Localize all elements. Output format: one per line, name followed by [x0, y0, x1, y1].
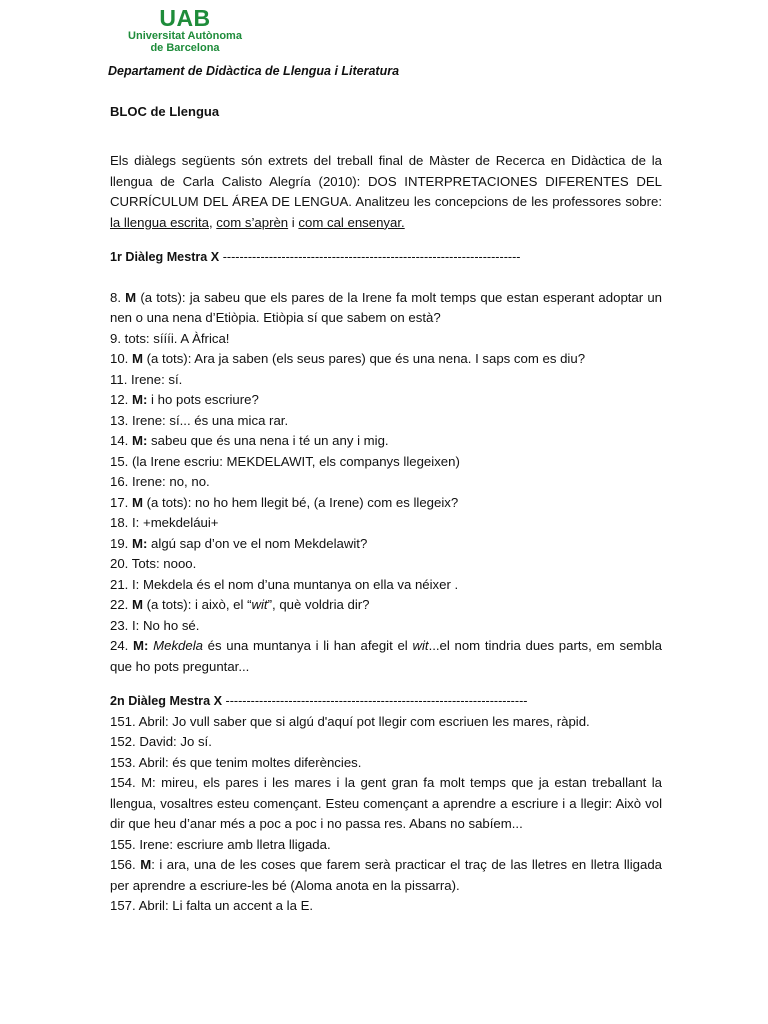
dialog-1-rule: -----------------------------------------------------------------------	[219, 250, 521, 264]
dialog-2-lines	[110, 712, 662, 917]
dialog-line	[110, 636, 662, 677]
intro-paragraph	[110, 151, 662, 233]
dialog-line	[110, 595, 662, 616]
dialog-line	[110, 835, 662, 856]
dialog-line	[110, 753, 662, 774]
dialog-line	[110, 732, 662, 753]
line-text: 155. Irene: escriure amb lletra lligada.	[110, 836, 331, 852]
dialog-line	[110, 370, 662, 391]
topic-how-taught: com cal ensenyar.	[298, 214, 405, 230]
document-body	[110, 151, 662, 917]
dialog-line	[110, 712, 662, 733]
line-text: i ho pots escriure?	[147, 392, 259, 407]
dialog-1-lines	[110, 288, 662, 596]
dialog-line	[110, 349, 662, 370]
dialog-1-heading	[110, 247, 662, 268]
line-italic: Mekdela	[153, 638, 203, 653]
line-text: 153. Abril: és que tenim moltes diferències.	[110, 754, 362, 770]
speaker: M:	[133, 638, 149, 653]
line-text: 15. (la Irene escriu: MEKDELAWIT, els companys llegeixen)	[110, 453, 460, 469]
dialog-1-title: 1r Diàleg Mestra X	[110, 250, 220, 264]
line-text: 16. Irene: no, no.	[110, 474, 210, 489]
line-text: 8.	[110, 289, 126, 305]
line-text: 17.	[110, 494, 132, 510]
line-text: : i ara, una de les coses que farem serà practicar el traç de las lletres en lletra lligada per aprendre a escriure-les bé (Aloma anota en la pissarra).	[110, 857, 662, 893]
logo-line-2: de Barcelona	[150, 42, 220, 54]
department-title: Departament de Didàctica de Llengua i Literatura	[108, 64, 400, 78]
line-text: 18. I: +mekdeláui+	[110, 515, 219, 530]
speaker: M:	[132, 433, 148, 448]
line-text: sabeu que és una nena i té un any i mig.	[147, 433, 389, 448]
speaker: M	[132, 351, 143, 366]
speaker: M	[125, 289, 137, 305]
topic-how-learned: com s’aprèn	[216, 214, 289, 230]
dialog-2-heading	[110, 691, 662, 712]
line-text: 21. I: Mekdela és el nom d’una muntanya on ella va néixer .	[110, 576, 459, 592]
dialog-line	[110, 288, 662, 329]
intro-text: Els diàlegs següents són extrets del treball final de Màster de Recerca en Didàctica de la llengua de Carla Calisto Alegría (2010): DOS INTERPRETACIONES DIFERENTES DEL CURRÍCULUM DEL ÁREA DE LENGUA. Analitzeu les concepcions de les professores sobre:	[110, 153, 662, 209]
line-text: 13. Irene: sí... és una mica rar.	[110, 412, 289, 428]
line-text: 10.	[110, 351, 132, 366]
intro-separator: ,	[208, 214, 217, 230]
line-text: 19.	[110, 535, 132, 551]
dialog-line	[110, 896, 662, 917]
uab-logo	[120, 6, 250, 54]
line-text: (a tots): i això, el “	[143, 597, 252, 612]
dialog-line: 23. I: No ho sé.	[110, 617, 200, 633]
dialog-2-rule: ------------------------------------------------------------------------	[222, 694, 528, 708]
dialog-line	[110, 575, 662, 596]
line-text: 14.	[110, 433, 132, 448]
line-text: (a tots): Ara ja saben (els seus pares) que és una nena. I saps com es diu?	[143, 351, 586, 366]
line-italic: wit	[412, 638, 429, 653]
speaker: M	[132, 597, 143, 612]
speaker: M	[140, 857, 152, 872]
line-text: 151. Abril: Jo vull saber que si algú d'aquí pot llegir com escriuen les mares, ràpid.	[110, 713, 590, 729]
line-text: ...el nom tindria dues parts, em sembla que ho pots preguntar...	[110, 638, 662, 674]
logo-line-1: Universitat Autònoma	[128, 30, 242, 42]
line-text: algú sap d’on ve el nom Mekdelawit?	[147, 535, 368, 551]
topic-written-language: la llengua escrita	[110, 214, 209, 230]
dialog-line	[110, 472, 662, 493]
dialog-line	[110, 431, 662, 452]
line-text: 11. Irene: sí.	[110, 371, 183, 387]
line-number: 22.	[110, 597, 132, 612]
dialog-line	[110, 534, 662, 555]
line-text: 152. David: Jo sí.	[110, 734, 212, 749]
logo-acronym: UAB	[159, 5, 211, 31]
dialog-line	[110, 554, 662, 575]
speaker: M:	[132, 535, 148, 551]
line-text: 12.	[110, 392, 132, 407]
line-italic: wit	[251, 597, 268, 612]
dialog-line	[110, 513, 662, 534]
line-text: 156.	[110, 857, 141, 872]
dialog-line	[110, 452, 662, 473]
dialog-2-title: 2n Diàleg Mestra X	[110, 694, 222, 708]
line-text: (a tots): no ho hem llegit bé, (a Irene) com es llegeix?	[143, 494, 459, 510]
line-text: ”, què voldria dir?	[267, 597, 370, 612]
speaker: M	[132, 494, 143, 510]
dialog-line	[110, 493, 662, 514]
line-text: 20. Tots: nooo.	[110, 556, 197, 571]
line-text: (a tots): ja sabeu que els pares de la Irene fa molt temps que estan esperant adoptar un nen o una nena d’Etiòpia. Etiòpia sí que sabem on està?	[110, 289, 662, 325]
speaker: M:	[132, 392, 148, 407]
line-text: és una muntanya i li han afegit el	[202, 638, 413, 653]
line-text: 157. Abril: Li falta un accent a la E.	[110, 898, 314, 913]
line-number: 24.	[110, 638, 134, 653]
dialog-line	[110, 390, 662, 411]
line-text: 9. tots: síííi. A Àfrica!	[110, 330, 230, 346]
dialog-line	[110, 329, 662, 350]
line-text: 154. M: mireu, els pares i les mares i la gent gran fa molt temps que ja estan treballant la llengua, vosaltres esteu començant. Esteu començant a aprendre a escriure i a llegir: Això vol dir que heu d’anar més a poc a poc i no passa res. Abans no sabíem...	[110, 775, 662, 831]
intro-separator: i	[288, 214, 299, 230]
dialog-line	[110, 773, 662, 835]
dialog-line	[110, 411, 662, 432]
dialog-line	[110, 855, 662, 896]
block-title: BLOC de Llengua	[110, 104, 220, 119]
